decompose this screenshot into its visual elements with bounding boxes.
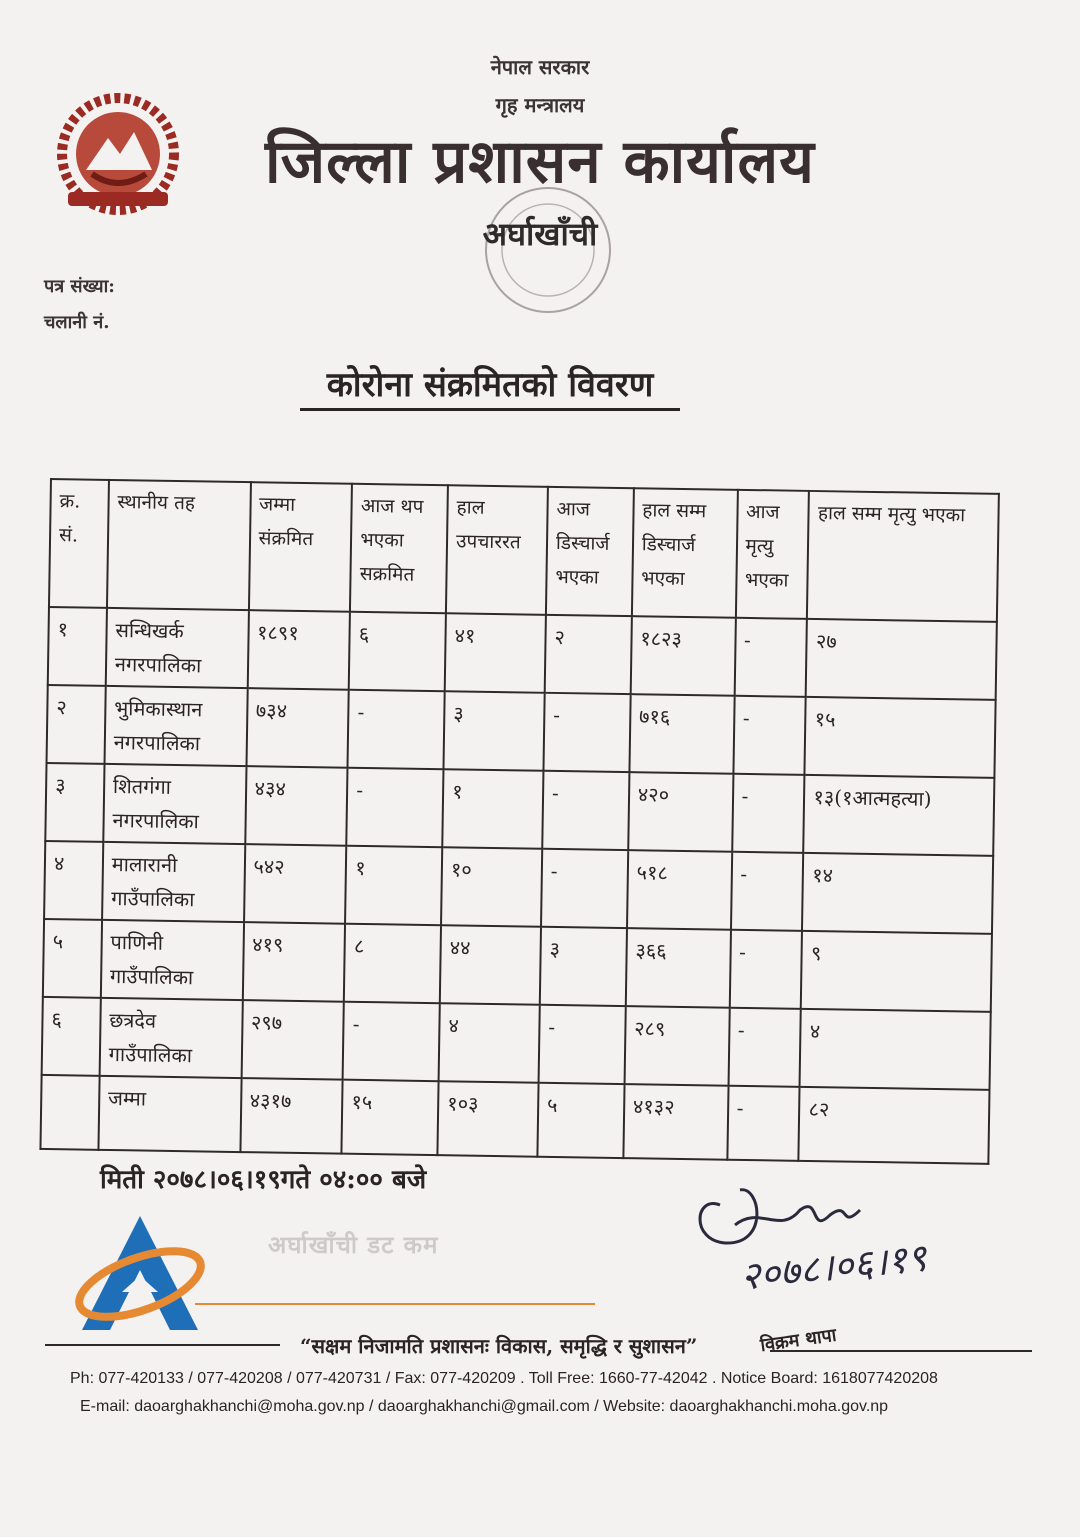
- table-cell: ४१९: [242, 922, 345, 1002]
- signature-date: २०७८।०६।१९: [738, 1235, 929, 1299]
- table-cell: ८: [344, 924, 441, 1003]
- arghakhanchi-logo-icon: [70, 1212, 210, 1336]
- table-cell: १०३: [437, 1081, 538, 1157]
- table-row: [47, 685, 996, 778]
- table-cell: ४: [439, 1003, 540, 1083]
- table-cell: जम्मा: [98, 1076, 241, 1152]
- header-deaths-today: आज मृत्यु भएका: [735, 490, 809, 619]
- watermark-text: अर्घाखाँची डट कम: [268, 1230, 439, 1259]
- footer-rule-left: [45, 1344, 280, 1346]
- table-cell: ४३१७: [240, 1078, 343, 1154]
- table-row: [48, 607, 997, 700]
- header-total-deaths: हाल सम्म मृत्यु भएका: [807, 491, 999, 622]
- table-cell: -: [348, 690, 445, 769]
- header-discharged-today: आज डिस्चार्ज भएका: [546, 487, 634, 616]
- officer-stamp: विक्रम थापा: [758, 1324, 838, 1357]
- covid-table: [39, 478, 999, 1165]
- header-new-today: आज थप भएका सक्रमित: [350, 484, 448, 613]
- table-cell: ५४२: [244, 844, 347, 924]
- table-cell: -: [732, 774, 805, 853]
- table-cell: छत्रदेव गाउँपालिका: [99, 998, 242, 1078]
- table-cell: शितगंगा नगरपालिका: [103, 764, 246, 844]
- table-cell: १०: [441, 847, 542, 927]
- header-under-treatment: हाल उपचाररत: [446, 485, 548, 615]
- table-row: [44, 841, 993, 934]
- table-cell: ५१८: [627, 850, 732, 930]
- ministry-label: गृह मन्त्रालय: [495, 93, 585, 117]
- table-cell: -: [729, 930, 802, 1009]
- table-cell: ४१३२: [623, 1084, 728, 1160]
- table-cell: ३: [444, 691, 545, 771]
- header-total-discharged: हाल सम्म डिस्चार्ज भएका: [632, 488, 738, 618]
- header-sn: क्र. सं.: [49, 479, 109, 608]
- table-cell: १: [345, 846, 442, 925]
- table-cell: १८२३: [630, 616, 735, 696]
- table-cell: ८२: [799, 1087, 990, 1164]
- table-cell: १: [442, 769, 543, 849]
- dispatch-no-label: चलानी नं.: [44, 312, 110, 333]
- table-cell: २९७: [241, 1000, 344, 1080]
- table-header-row: [49, 479, 999, 622]
- table-cell: ७१६: [629, 694, 734, 774]
- government-name: [440, 48, 640, 124]
- table-cell: मालारानी गाउँपालिका: [102, 842, 245, 922]
- table-total-row: [40, 1075, 989, 1164]
- table-row: [42, 997, 991, 1090]
- footer-contact-email: E-mail: daoarghakhanchi@moha.gov.np / daoarghakhanchi@gmail.com / Website: daoarghakhanchi.moha.gov.np: [80, 1398, 889, 1415]
- table-cell: ४४: [440, 925, 541, 1005]
- table-cell: ३६६: [626, 928, 731, 1008]
- table-cell: ७३४: [246, 688, 349, 768]
- table-cell: ६: [42, 997, 101, 1076]
- table-cell: २: [545, 615, 632, 694]
- footer-contact-phone: Ph: 077-420133 / 077-420208 / 077-420731 / Fax: 077-420209 . Toll Free: 1660-77-42042 . Notice Board: 1618077420208: [70, 1370, 938, 1387]
- table-cell: -: [733, 696, 806, 775]
- table-cell: ४१: [445, 613, 546, 693]
- table-row: [43, 919, 992, 1012]
- table-cell: ४३४: [245, 766, 348, 846]
- table-cell: भुमिकास्थान नगरपालिका: [104, 686, 247, 766]
- table-cell: १५: [342, 1080, 439, 1155]
- table-cell: ५: [537, 1083, 624, 1158]
- table-cell: सन्धिखर्क नगरपालिका: [106, 608, 249, 688]
- table-row: [45, 763, 994, 856]
- table-cell: -: [727, 1086, 800, 1161]
- office-name: जिल्ला प्रशासन कार्यालय: [265, 127, 815, 197]
- table-cell: ३: [540, 927, 627, 1006]
- table-cell: २: [47, 685, 106, 764]
- table-cell: -: [343, 1002, 440, 1081]
- report-date: मिती २०७८।०६।१९गते ०४:०० बजे: [100, 1165, 427, 1195]
- table-cell: १: [48, 607, 107, 686]
- table-cell: १५: [805, 697, 996, 778]
- header-local-level: स्थानीय तह: [107, 480, 251, 610]
- table-cell: -: [542, 771, 629, 850]
- table-cell: -: [734, 618, 807, 697]
- table-cell: ३: [45, 763, 104, 842]
- table-cell: २७: [806, 619, 997, 700]
- table-cell: ९: [801, 931, 992, 1012]
- table-cell: २८९: [624, 1006, 729, 1086]
- table-cell: -: [543, 693, 630, 772]
- district-name: अर्घाखाँची: [482, 215, 598, 253]
- table-cell: ५: [43, 919, 102, 998]
- covid-table-wrapper: [39, 478, 1011, 1165]
- table-cell: -: [730, 852, 803, 931]
- table-cell: १४: [802, 853, 993, 934]
- slogan: “सक्षम निजामति प्रशासनः विकास, समृद्धि र सुशासन”: [300, 1334, 698, 1358]
- table-cell: -: [728, 1008, 801, 1087]
- government-label: नेपाल सरकार: [490, 55, 590, 79]
- nepal-emblem-icon: [48, 88, 188, 218]
- table-cell: -: [541, 849, 628, 928]
- page-title: कोरोना संक्रमितको विवरण: [300, 360, 680, 411]
- table-cell: ४: [800, 1009, 991, 1090]
- table-cell: ४: [44, 841, 103, 920]
- header-total-infected: जम्मा संक्रमित: [248, 482, 352, 612]
- table-cell: [40, 1075, 99, 1150]
- orange-divider: [195, 1303, 595, 1305]
- table-cell: -: [538, 1005, 625, 1084]
- letter-no-label: पत्र संख्या:: [44, 276, 115, 297]
- table-cell: १८९१: [247, 610, 350, 690]
- table-cell: १३(१आत्महत्या): [804, 775, 995, 856]
- table-cell: ६: [349, 612, 446, 691]
- table-cell: पाणिनी गाउँपालिका: [101, 920, 244, 1000]
- table-cell: ४२०: [628, 772, 733, 852]
- table-cell: -: [347, 768, 444, 847]
